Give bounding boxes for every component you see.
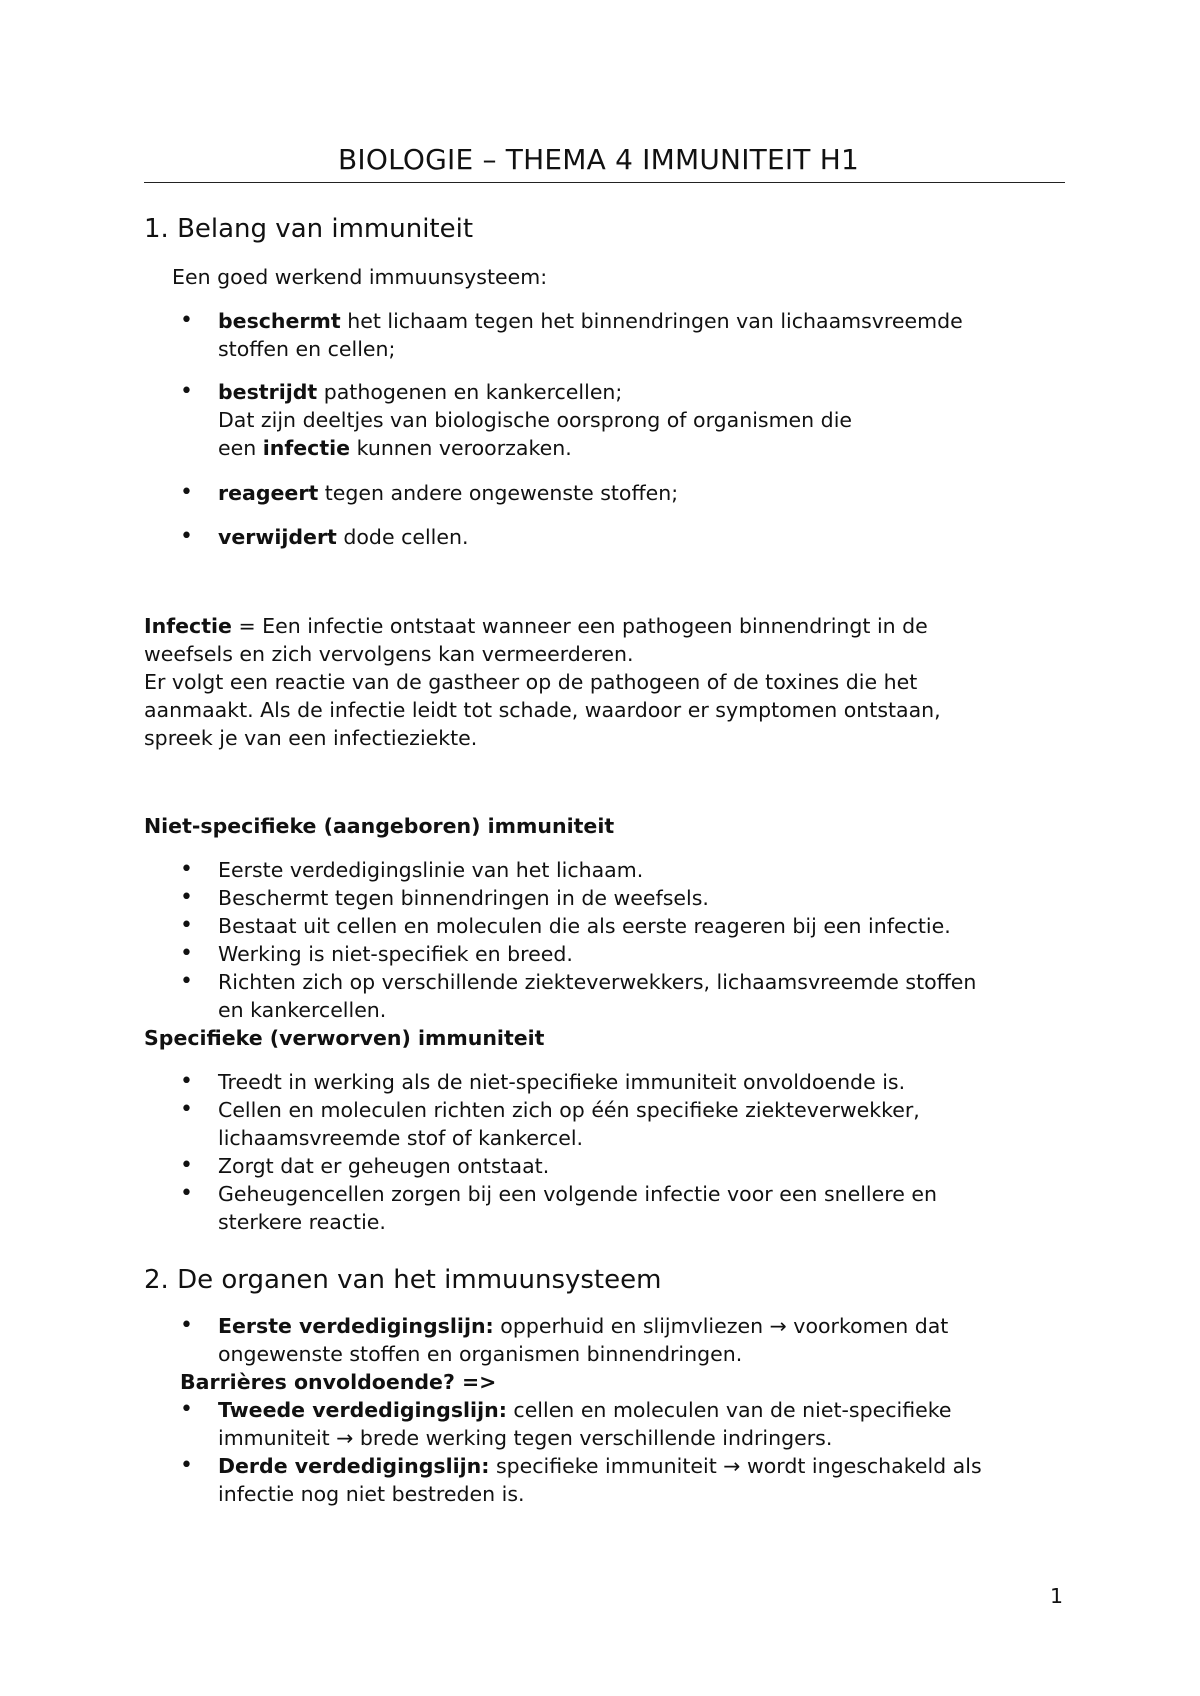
paragraph-line: aanmaakt. Als de infectie leidt tot schade, waardoor er symptomen ontstaan, xyxy=(144,698,941,722)
bullet-icon: • xyxy=(180,857,193,882)
list-item xyxy=(218,523,468,551)
item-text: een xyxy=(218,436,263,460)
list-item xyxy=(218,307,963,335)
bullet-icon: • xyxy=(180,524,193,549)
keyword: Tweede verdedigingslijn: xyxy=(218,1398,507,1422)
definition-line xyxy=(144,612,928,640)
item-text: specifieke immuniteit → wordt ingeschakeld als xyxy=(489,1454,982,1478)
list-item-continuation: sterkere reactie. xyxy=(218,1210,386,1234)
bullet-icon: • xyxy=(180,1097,193,1122)
list-item-continuation: immuniteit → brede werking tegen verschillende indringers. xyxy=(218,1426,833,1450)
list-item: Beschermt tegen binnendringen in de weefsels. xyxy=(218,886,709,910)
document-title: BIOLOGIE – THEMA 4 IMMUNITEIT H1 xyxy=(338,143,859,176)
bullet-icon: • xyxy=(180,379,193,404)
page-number: 1 xyxy=(1050,1584,1064,1608)
bullet-icon: • xyxy=(180,969,193,994)
title-underline xyxy=(144,182,1065,183)
list-item: Geheugencellen zorgen bij een volgende infectie voor een snellere en xyxy=(218,1182,937,1206)
item-text: dode cellen. xyxy=(336,525,469,549)
list-item-continuation: stoffen en cellen; xyxy=(218,337,396,361)
list-item: Bestaat uit cellen en moleculen die als eerste reageren bij een infectie. xyxy=(218,914,951,938)
definition-term: Infectie xyxy=(144,614,232,638)
paragraph-line: spreek je van een infectieziekte. xyxy=(144,726,478,750)
list-item-continuation xyxy=(218,434,572,462)
item-text: kunnen veroorzaken. xyxy=(350,436,572,460)
list-item: Zorgt dat er geheugen ontstaat. xyxy=(218,1154,550,1178)
bullet-icon: • xyxy=(180,480,193,505)
paragraph-line: weefsels en zich vervolgens kan vermeerderen. xyxy=(144,642,634,666)
bullet-icon: • xyxy=(180,308,193,333)
bullet-icon: • xyxy=(180,1069,193,1094)
keyword: Derde verdedigingslijn: xyxy=(218,1454,490,1478)
list-item xyxy=(218,1452,982,1480)
list-item: Cellen en moleculen richten zich op één specifieke ziekteverwekker, xyxy=(218,1098,920,1122)
bullet-icon: • xyxy=(180,1181,193,1206)
keyword: Eerste verdedigingslijn: xyxy=(218,1314,494,1338)
list-item-continuation: en kankercellen. xyxy=(218,998,387,1022)
list-item: Werking is niet-specifiek en breed. xyxy=(218,942,573,966)
bullet-icon: • xyxy=(180,1153,193,1178)
bullet-icon: • xyxy=(180,1313,193,1338)
item-text: cellen en moleculen van de niet-specifieke xyxy=(506,1398,952,1422)
definition-text: = Een infectie ontstaat wanneer een pathogeen binnendringt in de xyxy=(231,614,928,638)
bullet-icon: • xyxy=(180,885,193,910)
intro-text: Een goed werkend immuunsysteem: xyxy=(172,265,548,289)
keyword: infectie xyxy=(262,436,351,460)
list-item: Eerste verdedigingslinie van het lichaam. xyxy=(218,858,644,882)
item-text: opperhuid en slijmvliezen → voorkomen dat xyxy=(493,1314,949,1338)
list-item xyxy=(218,1396,951,1424)
barrier-question: Barrières onvoldoende? => xyxy=(180,1370,497,1394)
list-item: Treedt in werking als de niet-specifieke immuniteit onvoldoende is. xyxy=(218,1070,906,1094)
section-1-heading: 1. Belang van immuniteit xyxy=(144,214,474,244)
list-item-continuation: infectie nog niet bestreden is. xyxy=(218,1482,525,1506)
keyword: bestrijdt xyxy=(218,380,318,404)
item-text: tegen andere ongewenste stoffen; xyxy=(318,481,679,505)
bullet-icon: • xyxy=(180,1453,193,1478)
bullet-icon: • xyxy=(180,913,193,938)
specific-heading: Specifieke (verworven) immuniteit xyxy=(144,1026,545,1050)
keyword: reageert xyxy=(218,481,319,505)
section-2-heading: 2. De organen van het immuunsysteem xyxy=(144,1265,662,1295)
paragraph-line: Er volgt een reactie van de gastheer op de pathogeen of de toxines die het xyxy=(144,670,918,694)
keyword: verwijdert xyxy=(218,525,337,549)
keyword: beschermt xyxy=(218,309,341,333)
list-item xyxy=(218,378,622,406)
list-item xyxy=(218,1312,948,1340)
list-item-continuation: lichaamsvreemde stof of kankercel. xyxy=(218,1126,584,1150)
list-item xyxy=(218,479,678,507)
bullet-icon: • xyxy=(180,1397,193,1422)
list-item-continuation: ongewenste stoffen en organismen binnendringen. xyxy=(218,1342,743,1366)
list-item: Richten zich op verschillende ziekteverwekkers, lichaamsvreemde stoffen xyxy=(218,970,977,994)
nonspecific-heading: Niet-specifieke (aangeboren) immuniteit xyxy=(144,814,615,838)
bullet-icon: • xyxy=(180,941,193,966)
item-text: pathogenen en kankercellen; xyxy=(317,380,623,404)
list-item-continuation: Dat zijn deeltjes van biologische oorsprong of organismen die xyxy=(218,408,852,432)
item-text: het lichaam tegen het binnendringen van lichaamsvreemde xyxy=(340,309,963,333)
